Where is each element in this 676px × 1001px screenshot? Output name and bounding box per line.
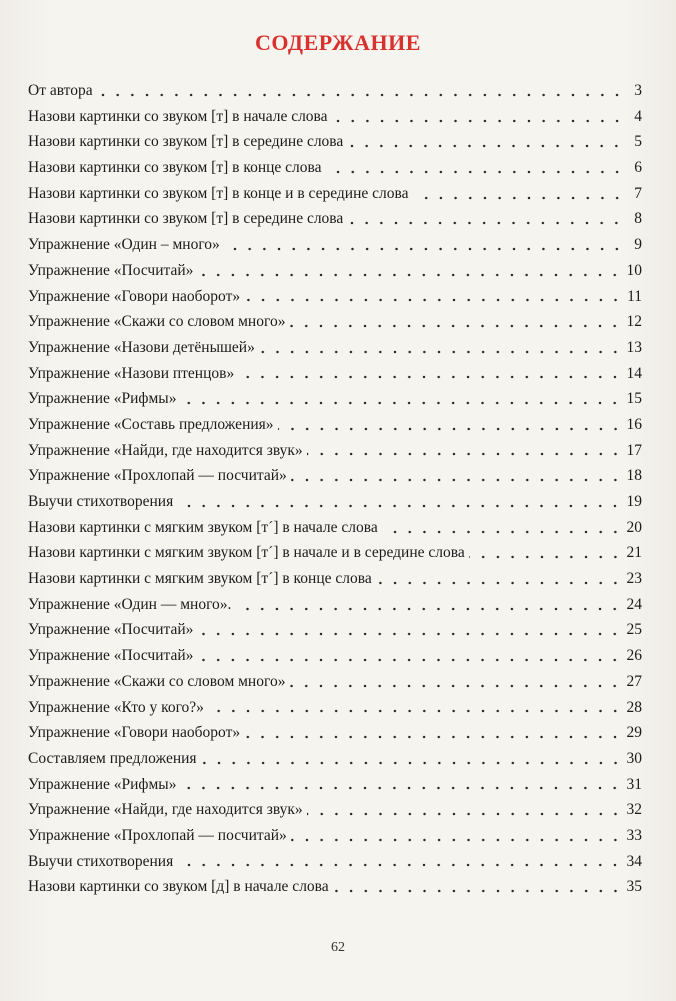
dot-leader [291,838,623,842]
toc-entry-label: Назови картинки с мягким звуком [т´] в начале и в середине слова [28,544,465,562]
toc-entry [28,515,642,541]
toc-entry [28,335,642,361]
toc-entry-label: Назови картинки со звуком [д] в начале слова [28,878,329,896]
toc-entry-label: Назови картинки с мягким звуком [т´] в начале слова [28,518,378,536]
toc-entry [28,592,642,618]
toc-entry-page: 11 [627,287,642,305]
toc-entry-label: Упражнение «Составь предложения» [28,415,274,433]
dot-leader [332,119,624,123]
toc-entry-page: 33 [626,826,642,844]
dot-leader [197,658,622,662]
toc-entry-page: 19 [626,493,642,510]
toc-entry-label: Выучи стихотворения [28,493,174,510]
dot-leader [180,786,622,790]
toc-entry-label: Упражнение «Назови птенцов» [28,364,235,382]
toc-entry-page: 27 [626,672,642,690]
toc-entry-label: Упражнение «Скажи со словом много» [28,313,286,331]
toc-entry-label: Упражнение «Рифмы» [28,390,177,408]
toc-entry-page: 15 [626,390,642,408]
toc-entry [28,232,642,258]
toc-entry [28,720,642,746]
dot-leader [333,889,623,893]
toc-entry-label: Упражнение «Один – много» [28,236,220,254]
dot-leader [347,221,624,225]
toc-entry [28,643,642,669]
toc-entry-label: Назови картинки со звуком [т] в середине слова [28,210,344,228]
toc-entry-label: Упражнение «Говори наоборот» [28,287,241,305]
dot-leader [347,144,624,148]
dot-leader [177,504,622,508]
toc-entry-page: 30 [626,749,642,767]
toc-entry-label: Упражнение «Прохлопай — посчитай» [28,467,287,485]
dot-leader [197,632,622,636]
dot-leader [289,324,622,328]
table-of-contents [28,78,642,900]
toc-entry-label: Упражнение «Рифмы» [28,775,177,793]
toc-entry-page: 24 [626,595,642,613]
dot-leader [197,273,622,277]
toc-entry [28,309,642,335]
toc-entry-page: 7 [634,184,642,202]
dot-leader [382,530,623,534]
dot-leader [376,581,623,585]
toc-entry-label: Упражнение «Кто у кого?» [28,698,204,716]
toc-entry [28,78,642,104]
toc-entry-page: 20 [626,518,642,536]
dot-leader [413,196,624,200]
toc-entry [28,566,642,592]
toc-entry-page: 4 [634,107,642,125]
toc-entry-label: Назови картинки со звуком [т] в конце и в середине слова [28,184,409,202]
toc-entry-page: 29 [626,724,642,742]
dot-leader [177,863,622,867]
toc-entry-label: Упражнение «Скажи со словом много» [28,672,286,690]
toc-entry-label: Упражнение «Говори наоборот» [28,724,241,742]
toc-entry-page: 14 [626,364,642,382]
dot-leader [259,350,623,354]
toc-entry [28,746,642,772]
dot-leader [291,478,623,482]
toc-entry-label: Упражнение «Прохлопай — посчитай» [28,826,287,844]
toc-entry [28,206,642,232]
toc-entry [28,438,642,464]
toc-entry [28,386,642,412]
toc-entry [28,772,642,798]
toc-entry [28,849,642,875]
dot-leader [326,170,624,174]
toc-entry-label: Упражнение «Посчитай» [28,621,194,639]
toc-entry-page: 17 [626,441,642,459]
toc-entry [28,823,642,849]
toc-entry-label: Назови картинки со звуком [т] в конце слова [28,159,322,177]
toc-entry-label: Назови картинки со звуком [т] в начале слова [28,107,328,125]
toc-entry-label: Упражнение «Найди, где находится звук» [28,801,303,819]
toc-entry-page: 16 [626,415,642,433]
dot-leader [238,375,622,379]
toc-entry [28,181,642,207]
toc-entry-label: Упражнение «Посчитай» [28,647,194,665]
toc-entry-page: 35 [626,878,642,896]
dot-leader [97,93,624,97]
toc-entry-page: 18 [626,467,642,485]
toc-entry-label: Упражнение «Назови детёнышей» [28,338,255,356]
toc-entry-label: Упражнение «Один — много». [28,595,232,613]
toc-entry-page: 21 [626,544,642,562]
dot-leader [307,452,623,456]
toc-entry [28,695,642,721]
toc-entry-label: Упражнение «Найди, где находится звук» [28,441,303,459]
toc-entry [28,104,642,130]
dot-leader [208,709,623,713]
dot-leader [278,427,623,431]
dot-leader [307,812,623,816]
toc-entry [28,489,642,515]
page-number: 62 [331,940,345,955]
toc-entry [28,617,642,643]
toc-entry-page: 26 [626,647,642,665]
toc-entry-label: Выучи стихотворения [28,852,174,870]
toc-entry-page: 23 [626,570,642,588]
dot-leader [244,735,622,739]
dot-leader [235,607,622,611]
toc-entry [28,463,642,489]
toc-entry [28,361,642,387]
dot-leader [224,247,624,251]
toc-entry-page: 6 [634,159,642,177]
toc-entry [28,412,642,438]
dot-leader [289,684,622,688]
toc-entry-page: 10 [626,261,642,279]
toc-entry-label: Составляем предложения [28,749,197,767]
toc-entry [28,540,642,566]
toc-entry-page: 34 [626,852,642,870]
toc-entry-page: 25 [626,621,642,639]
toc-entry [28,669,642,695]
toc-entry [28,258,642,284]
toc-entry-page: 12 [626,313,642,331]
toc-entry-label: Назови картинки со звуком [т] в середине слова [28,133,344,151]
toc-entry [28,284,642,310]
toc-entry-page: 31 [626,775,642,793]
toc-entry [28,874,642,900]
toc-entry-page: 3 [634,82,642,99]
toc-entry-page: 32 [626,801,642,819]
toc-entry-page: 28 [626,698,642,716]
toc-entry-page: 5 [634,133,642,151]
page-title: СОДЕРЖАНИЕ [255,30,421,55]
toc-entry-page: 13 [626,338,642,356]
dot-leader [180,401,622,405]
toc-entry [28,155,642,181]
toc-entry [28,797,642,823]
toc-entry-label: От автора [28,82,93,99]
toc-entry [28,129,642,155]
toc-entry-page: 8 [634,210,642,228]
dot-leader [201,761,623,765]
dot-leader [244,298,623,302]
dot-leader [469,555,623,559]
toc-entry-label: Назови картинки с мягким звуком [т´] в конце слова [28,570,372,588]
toc-entry-label: Упражнение «Посчитай» [28,261,194,279]
toc-entry-page: 9 [634,236,642,254]
